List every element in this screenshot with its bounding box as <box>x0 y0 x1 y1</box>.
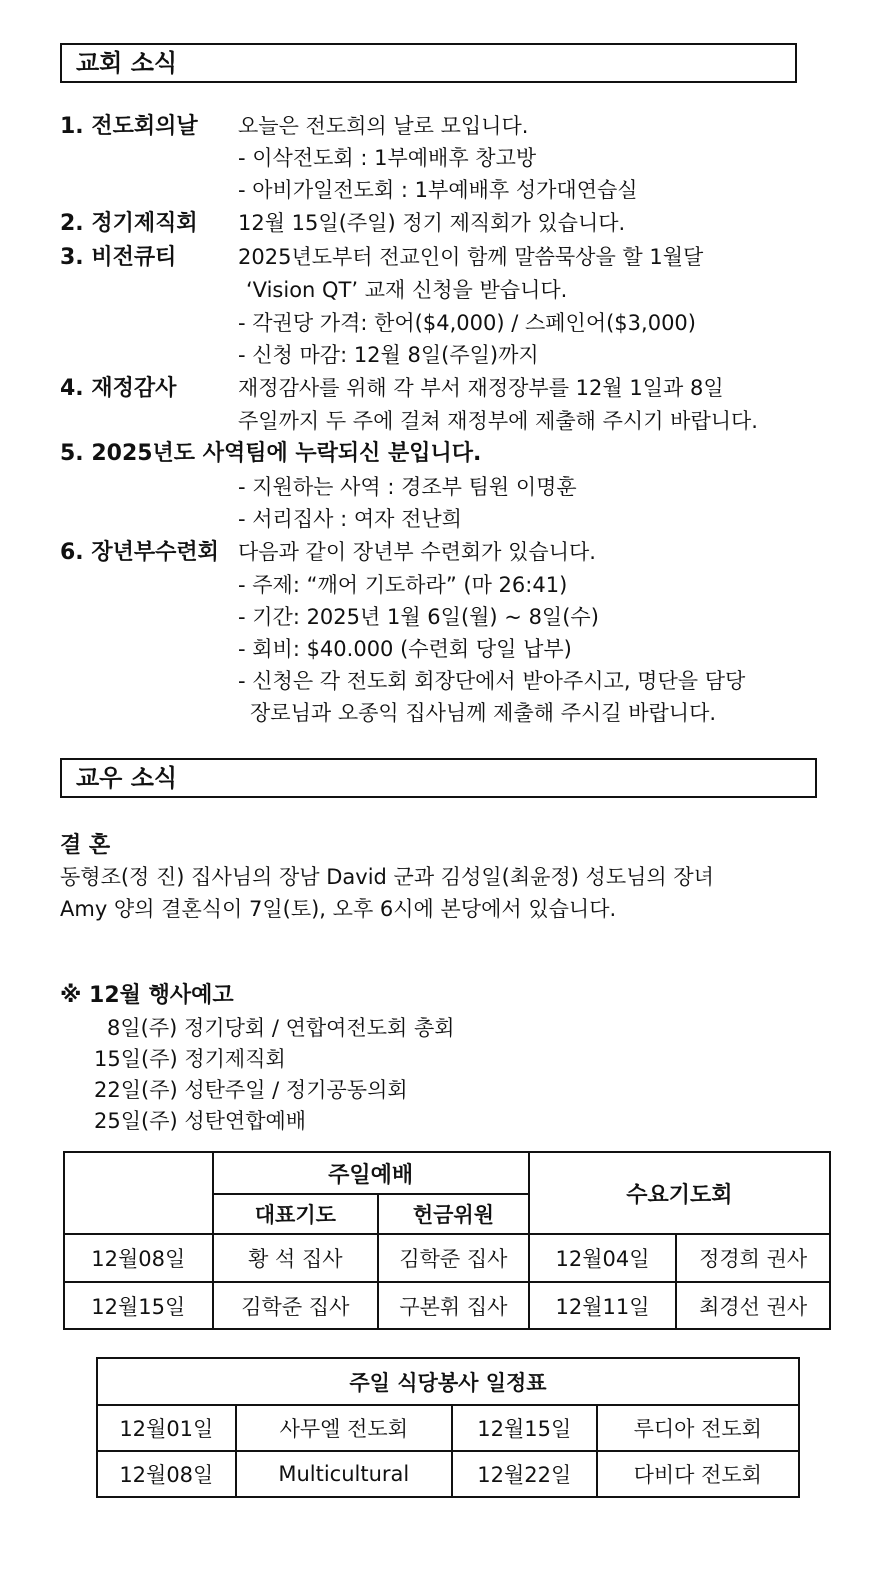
table-row <box>97 1405 799 1451</box>
news-item-3 <box>60 241 703 273</box>
news-item-6 <box>60 536 596 568</box>
service-table <box>63 1151 831 1330</box>
news-item-sub: - 각권당 가격: 한어($4,000) / 스페인어($3,000) <box>238 311 696 335</box>
news-item-title: 1. 전도회의날 <box>60 114 198 139</box>
news-item-title: 6. 장년부수련회 <box>60 540 219 565</box>
wed-date-cell: 12월04일 <box>529 1234 677 1282</box>
group-cell: 루디아 전도회 <box>597 1405 799 1451</box>
news-item-sub: ‘Vision QT’ 교재 신청을 받습니다. <box>246 278 568 302</box>
date-cell: 12월01일 <box>97 1405 236 1451</box>
church-news-header: 교회 소식 <box>60 43 797 83</box>
table-row <box>64 1282 830 1329</box>
table-row <box>97 1451 799 1497</box>
meal-service-table <box>96 1357 800 1498</box>
news-item-sub: - 주제: “깨어 기도하라” (마 26:41) <box>238 573 568 597</box>
meal-table-title: 주일 식당봉사 일정표 <box>97 1358 799 1405</box>
news-item-4 <box>60 372 724 404</box>
news-item-sub: - 신청 마감: 12월 8일(주일)까지 <box>238 343 539 367</box>
prayer-subheader: 대표기도 <box>213 1194 379 1234</box>
event-line: 22일(주) 성탄주일 / 정기공동의회 <box>94 1078 408 1102</box>
table-corner-cell <box>64 1152 213 1234</box>
date-cell: 12월15일 <box>452 1405 597 1451</box>
wednesday-prayer-header: 수요기도회 <box>529 1152 830 1234</box>
prayer-cell: 황 석 집사 <box>213 1234 379 1282</box>
news-item-sub: 주일까지 두 주에 걸쳐 재정부에 제출해 주시기 바랍니다. <box>238 409 758 433</box>
wed-leader-cell: 정경희 권사 <box>676 1234 830 1282</box>
news-item-sub: - 기간: 2025년 1월 6일(월) ~ 8일(수) <box>238 605 599 629</box>
event-line: 25일(주) 성탄연합예배 <box>94 1109 307 1133</box>
wed-leader-cell: 최경선 권사 <box>676 1282 830 1329</box>
news-item-sub: - 회비: $40.000 (수련회 당일 납부) <box>238 637 572 661</box>
news-item-sub: - 서리집사 : 여자 전난희 <box>238 507 462 531</box>
events-title: ※ 12월 행사예고 <box>60 983 234 1008</box>
news-item-1 <box>60 110 528 142</box>
news-item-title: 5. 2025년도 사역팀에 누락되신 분입니다. <box>60 441 482 466</box>
wed-date-cell: 12월11일 <box>529 1282 677 1329</box>
prayer-cell: 김학준 집사 <box>213 1282 379 1329</box>
wedding-text: Amy 양의 결혼식이 7일(토), 오후 6시에 본당에서 있습니다. <box>60 897 617 921</box>
wedding-text: 동형조(정 진) 집사님의 장남 David 군과 김성일(최윤정) 성도님의 장녀 <box>60 865 714 889</box>
date-cell: 12월22일 <box>452 1451 597 1497</box>
news-item-sub: - 지원하는 사역 : 경조부 팀원 이명훈 <box>238 475 577 499</box>
news-item-title: 3. 비전큐티 <box>60 245 177 270</box>
news-item-sub: - 신청은 각 전도회 회장단에서 받아주시고, 명단을 담당 <box>238 669 746 693</box>
group-cell: 다비다 전도회 <box>597 1451 799 1497</box>
news-item-sub: - 아비가일전도회 : 1부예배후 성가대연습실 <box>238 178 638 202</box>
date-cell: 12월08일 <box>97 1451 236 1497</box>
news-item-desc: 12월 15일(주일) 정기 제직회가 있습니다. <box>238 211 626 235</box>
sunday-service-header: 주일예배 <box>213 1152 529 1194</box>
news-item-2 <box>60 207 625 239</box>
event-line: 8일(주) 정기당회 / 연합여전도회 총회 <box>107 1016 455 1040</box>
offering-cell: 구본휘 집사 <box>378 1282 529 1329</box>
news-item-title: 2. 정기제직회 <box>60 211 198 236</box>
group-cell: Multicultural <box>236 1451 452 1497</box>
event-line: 15일(주) 정기제직회 <box>94 1047 286 1071</box>
member-news-header: 교우 소식 <box>60 758 817 798</box>
news-item-sub: 장로님과 오종익 집사님께 제출해 주시길 바랍니다. <box>250 701 717 725</box>
offering-subheader: 헌금위원 <box>378 1194 529 1234</box>
news-item-5 <box>60 438 481 470</box>
offering-cell: 김학준 집사 <box>378 1234 529 1282</box>
news-item-desc: 다음과 같이 장년부 수련회가 있습니다. <box>238 540 596 564</box>
news-item-desc: 2025년도부터 전교인이 함께 말씀묵상을 할 1월달 <box>238 245 704 269</box>
news-item-title: 4. 재정감사 <box>60 376 177 401</box>
news-item-desc: 재정감사를 위해 각 부서 재정장부를 12월 1일과 8일 <box>238 376 724 400</box>
news-item-desc: 오늘은 전도희의 날로 모입니다. <box>238 114 529 138</box>
news-item-sub: - 이삭전도회 : 1부예배후 창고방 <box>238 146 537 170</box>
date-cell: 12월08일 <box>64 1234 213 1282</box>
table-row <box>64 1234 830 1282</box>
wedding-title: 결 혼 <box>60 833 111 858</box>
group-cell: 사무엘 전도회 <box>236 1405 452 1451</box>
date-cell: 12월15일 <box>64 1282 213 1329</box>
